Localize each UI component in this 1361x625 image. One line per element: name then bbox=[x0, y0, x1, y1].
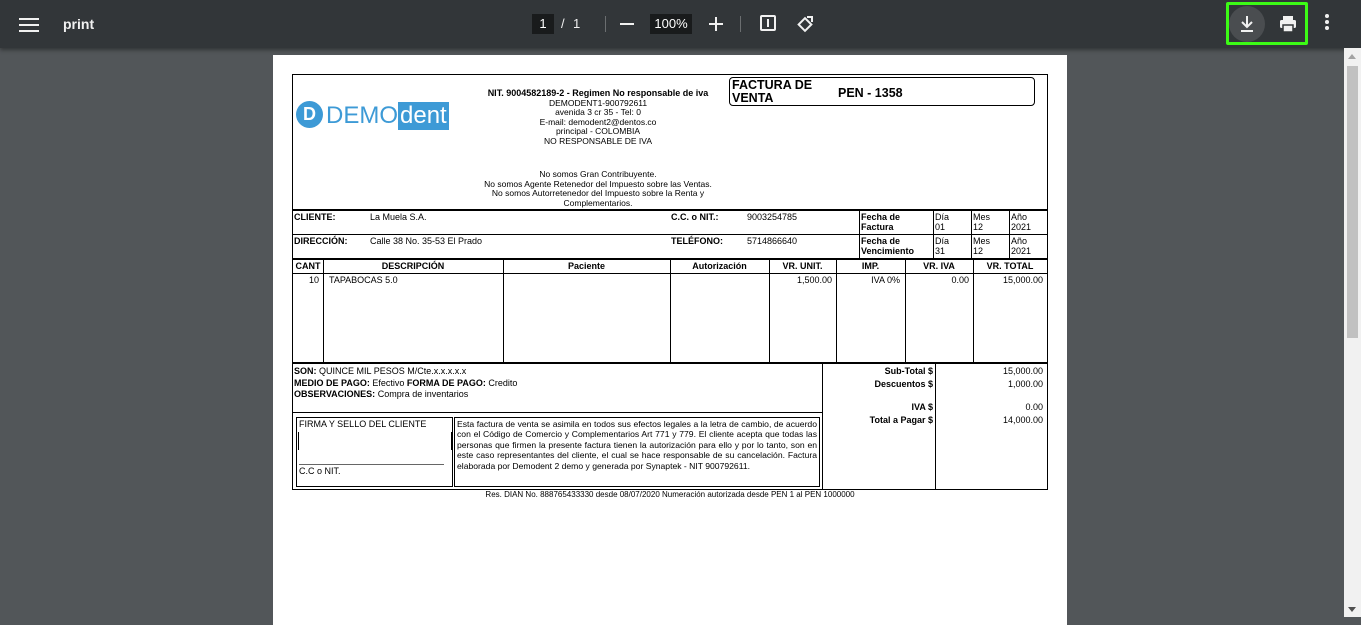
divider bbox=[293, 412, 822, 413]
cc-nit-value: 9003254785 bbox=[747, 212, 798, 222]
divider bbox=[971, 211, 972, 235]
col-header: VR. IVA bbox=[923, 261, 955, 271]
address-row bbox=[292, 234, 1048, 259]
invoice-date-label: Fecha de Factura bbox=[861, 212, 901, 232]
invoice-month: 12 bbox=[973, 222, 984, 232]
rotate-icon[interactable] bbox=[796, 14, 816, 34]
divider bbox=[605, 16, 606, 32]
row-cant: 10 bbox=[308, 275, 319, 285]
fit-page-icon[interactable] bbox=[760, 15, 776, 31]
son-value: QUINCE MIL PESOS M/Cte.x.x.x.x.x bbox=[319, 366, 467, 376]
signature-label: FIRMA Y SELLO DEL CLIENTE bbox=[299, 419, 427, 429]
logo-text-dent: dent bbox=[400, 102, 447, 129]
tax-notes bbox=[463, 170, 733, 208]
iva-value: 0.00 bbox=[1025, 402, 1043, 412]
legal-text: Esta factura de venta se asimila en todos sus efectos legales a la letra de cambio, de acuerdo con el Código de Comercio y Complementarios Art 771 y 779. El cliente acepta que todas las personas que firmen la presente factura tienen la autorización para ello y por lo tanto, son en este caso representantes del cliente, el cual se hace responsable de su cancelación. Factura elaborada por Demodent 2 demo y generada por Synaptek - NIT 900792611. bbox=[454, 417, 820, 487]
client-label: CLIENTE: bbox=[294, 212, 336, 222]
pdf-page bbox=[273, 55, 1067, 625]
payment-line bbox=[294, 378, 517, 388]
son-label: SON: bbox=[294, 366, 317, 376]
due-date-label: Fecha de Vencimiento bbox=[861, 236, 915, 256]
company-line: NO RESPONSABLE DE IVA bbox=[543, 135, 652, 146]
divider bbox=[323, 260, 324, 362]
invoice-header bbox=[292, 74, 1048, 210]
divider bbox=[859, 235, 860, 259]
divider bbox=[933, 211, 934, 235]
totals-section bbox=[292, 363, 1048, 490]
payment-method-value: Efectivo bbox=[372, 378, 405, 388]
nit-line: NIT. 9004582189-2 - Regimen No responsable de iva bbox=[487, 88, 709, 98]
divider bbox=[740, 16, 741, 32]
observations-value: Compra de inventarios bbox=[377, 389, 469, 399]
iva-label: IVA $ bbox=[911, 402, 933, 412]
invoice-type-label: FACTURA DE VENTA bbox=[732, 78, 813, 105]
total-value: 14,000.00 bbox=[1002, 415, 1043, 425]
row-iva: 0.00 bbox=[951, 275, 969, 285]
divider bbox=[503, 260, 504, 362]
col-header: VR. UNIT. bbox=[782, 261, 823, 271]
items-table bbox=[292, 259, 1048, 363]
divider bbox=[935, 364, 936, 489]
divider bbox=[451, 432, 452, 450]
company-info bbox=[463, 89, 733, 147]
company-line: E-mail: demodent2@dentos.co bbox=[539, 116, 657, 127]
scroll-down-icon[interactable] bbox=[1348, 607, 1356, 612]
scrollbar[interactable] bbox=[1344, 48, 1361, 617]
divider bbox=[298, 432, 299, 450]
divider bbox=[1009, 211, 1010, 235]
client-row bbox=[292, 210, 1048, 235]
payment-form-label: FORMA DE PAGO: bbox=[406, 378, 486, 388]
row-unit-price: 1,500.00 bbox=[796, 275, 832, 285]
son-line bbox=[294, 366, 466, 376]
invoice-day: 01 bbox=[935, 222, 946, 232]
payment-method-label: MEDIO DE PAGO: bbox=[294, 378, 370, 388]
row-tax: IVA 0% bbox=[871, 275, 900, 285]
col-header: Autorización bbox=[692, 261, 747, 271]
due-year: 2021 bbox=[1011, 246, 1032, 256]
divider bbox=[971, 235, 972, 259]
row-total: 15,000.00 bbox=[1002, 275, 1043, 285]
discount-label: Descuentos $ bbox=[874, 379, 933, 389]
invoice-number: PEN - 1358 bbox=[838, 86, 903, 100]
month-label: Mes bbox=[973, 236, 991, 246]
day-label: Día bbox=[935, 212, 950, 222]
row-description: TAPABOCAS 5.0 bbox=[329, 275, 398, 285]
more-icon[interactable] bbox=[1318, 14, 1336, 34]
scroll-thumb[interactable] bbox=[1347, 66, 1358, 338]
company-line: avenida 3 cr 35 - Tel: 0 bbox=[555, 107, 641, 118]
divider bbox=[1009, 235, 1010, 259]
subtotal-value: 15,000.00 bbox=[1002, 366, 1043, 376]
divider bbox=[859, 211, 860, 235]
total-label: Total a Pagar $ bbox=[869, 415, 933, 425]
signature-line bbox=[299, 464, 444, 465]
col-header: CANT bbox=[295, 261, 321, 271]
client-value: La Muela S.A. bbox=[370, 212, 427, 222]
day-label: Día bbox=[935, 236, 950, 246]
tax-note: No somos Autorretenedor del Impuesto sobre la Renta y bbox=[491, 188, 705, 199]
tax-note: No somos Gran Contribuyente. bbox=[539, 169, 657, 179]
document-title: print bbox=[63, 16, 95, 32]
signature-id-label: C.C o NIT. bbox=[299, 466, 341, 476]
page-number-input[interactable]: 1 bbox=[532, 14, 554, 34]
due-month: 12 bbox=[973, 246, 984, 256]
year-label: Año bbox=[1011, 236, 1028, 246]
page-separator: / bbox=[561, 16, 565, 31]
observations-label: OBSERVACIONES: bbox=[294, 389, 376, 399]
logo-text: DEMO bbox=[326, 102, 398, 129]
page-total: 1 bbox=[573, 16, 581, 31]
invoice-year: 2021 bbox=[1011, 222, 1032, 232]
zoom-level-input[interactable]: 100% bbox=[650, 14, 692, 34]
payment-form-value: Credito bbox=[488, 378, 518, 388]
company-line: DEMODENT1-900792611 bbox=[548, 97, 648, 108]
menu-icon[interactable] bbox=[19, 15, 39, 33]
pdf-toolbar bbox=[0, 0, 1361, 48]
logo-mark: D bbox=[296, 101, 323, 128]
cc-nit-label: C.C. o NIT.: bbox=[671, 212, 719, 222]
col-header: DESCRIPCIÓN bbox=[381, 261, 445, 271]
col-header: VR. TOTAL bbox=[986, 261, 1034, 271]
scroll-up-icon[interactable] bbox=[1348, 54, 1356, 59]
highlight-box bbox=[1226, 2, 1308, 45]
dian-resolution: Res. DIAN No. 888765433330 desde 08/07/2020 Numeración autorizada desde PEN 1 al PEN 1000000 bbox=[485, 490, 855, 499]
year-label: Año bbox=[1011, 212, 1028, 222]
subtotal-label: Sub-Total $ bbox=[884, 366, 933, 376]
tax-note: Complementarios. bbox=[563, 197, 633, 208]
observations-line bbox=[294, 389, 468, 399]
col-header: IMP. bbox=[861, 261, 880, 271]
col-header: Paciente bbox=[567, 261, 606, 271]
address-value: Calle 38 No. 35-53 El Prado bbox=[370, 236, 483, 246]
invoice-number-box bbox=[729, 77, 1035, 106]
due-day: 31 bbox=[935, 246, 946, 256]
phone-label: TELÉFONO: bbox=[671, 236, 723, 246]
company-line: principal - COLOMBIA bbox=[555, 126, 641, 137]
tax-note: No somos Agente Retenedor del Impuesto sobre las Ventas. bbox=[484, 178, 712, 189]
month-label: Mes bbox=[973, 212, 991, 222]
discount-value: 1,000.00 bbox=[1007, 379, 1043, 389]
divider bbox=[933, 235, 934, 259]
zoom-out-icon[interactable] bbox=[620, 23, 634, 25]
phone-value: 5714866640 bbox=[747, 236, 798, 246]
zoom-in-icon[interactable] bbox=[709, 16, 725, 32]
address-label: DIRECCIÓN: bbox=[294, 236, 348, 246]
divider bbox=[670, 260, 671, 362]
signature-box bbox=[296, 417, 453, 487]
